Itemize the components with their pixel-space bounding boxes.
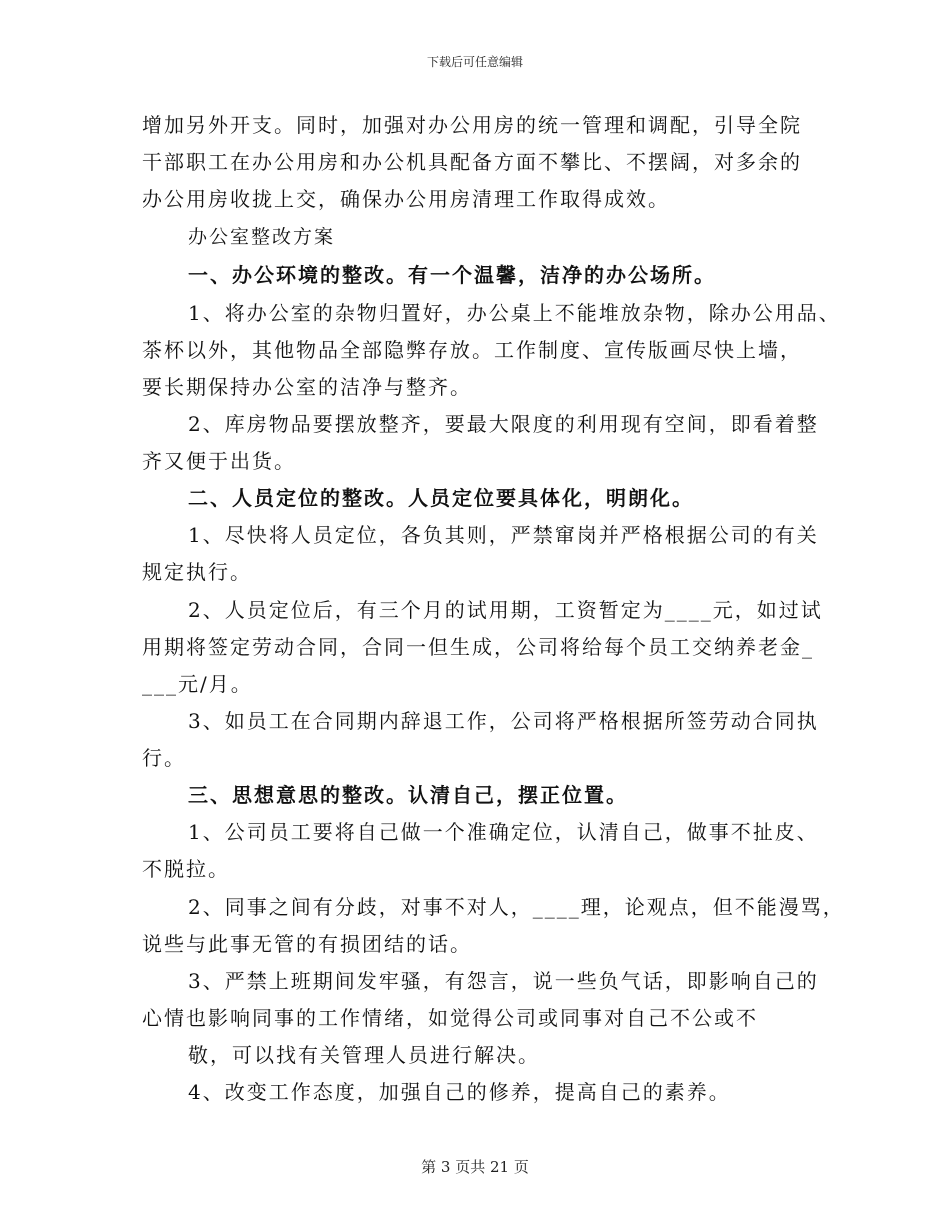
heading: 三、思想意思的整改。认清自己，摆正位置。 [188,783,628,807]
paragraph-line: 不脱拉。 [142,857,230,881]
paragraph-line: 规定执行。 [142,560,252,584]
paragraph-line: 心情也影响同事的工作情绪，如觉得公司或同事对自己不公或不 [142,1006,758,1030]
heading: 一、办公环境的整改。有一个温馨，洁净的办公场所。 [188,263,716,287]
paragraph-line: 4、改变工作态度，加强自己的修养，提高自己的素养。 [188,1080,731,1104]
paragraph-line: 用期将签定劳动合同，合同一但生成，公司将给每个员工交纳养老金_ [142,635,814,659]
page-footer: 第 3 页共 21 页 [421,1158,529,1176]
paragraph-line: 茶杯以外，其他物品全部隐弊存放。工作制度、宣传版画尽快上墙， [142,338,802,362]
paragraph-line: 3、严禁上班期间发牢骚，有怨言，说一些负气话，即影响自己的 [188,969,819,993]
paragraph-line: 干部职工在办公用房和办公机具配备方面不攀比、不摆阔，对多余的 [142,150,802,174]
paragraph-line: 敬，可以找有关管理人员进行解决。 [188,1043,540,1067]
paragraph-line: ___元/月。 [142,672,253,696]
paragraph-line: 1、公司员工要将自己做一个准确定位，认清自己，做事不扯皮、 [188,820,819,844]
page-header: 下载后可任意编辑 [426,55,523,69]
paragraph-line: 1、将办公室的杂物归置好，办公桌上不能堆放杂物，除办公用品、 [188,301,841,325]
paragraph-line: 要长期保持办公室的洁净与整齐。 [142,375,472,399]
paragraph-line: 齐又便于出货。 [142,449,296,473]
section-title: 办公室整改方案 [188,226,336,248]
paragraph-line: 2、同事之间有分歧，对事不对人，____理，论观点，但不能漫骂， [188,895,845,919]
paragraph-line: 增加另外开支。同时，加强对办公用房的统一管理和调配，引导全院 [142,113,802,137]
paragraph-line: 行。 [142,746,186,770]
heading: 二、人员定位的整改。人员定位要具体化，明朗化。 [188,486,694,510]
paragraph-line: 2、库房物品要摆放整齐，要最大限度的利用现有空间，即看着整 [188,412,819,436]
paragraph-line: 办公用房收拢上交，确保办公用房清理工作取得成效。 [142,187,670,211]
paragraph-line: 1、尽快将人员定位，各负其则，严禁窜岗并严格根据公司的有关 [188,523,819,547]
paragraph-line: 3、如员工在合同期内辞退工作，公司将严格根据所签劳动合同执 [188,709,819,733]
paragraph-line: 说些与此事无管的有损团结的话。 [142,932,472,956]
paragraph-line: 2、人员定位后，有三个月的试用期，工资暂定为____元，如过试 [188,598,823,622]
